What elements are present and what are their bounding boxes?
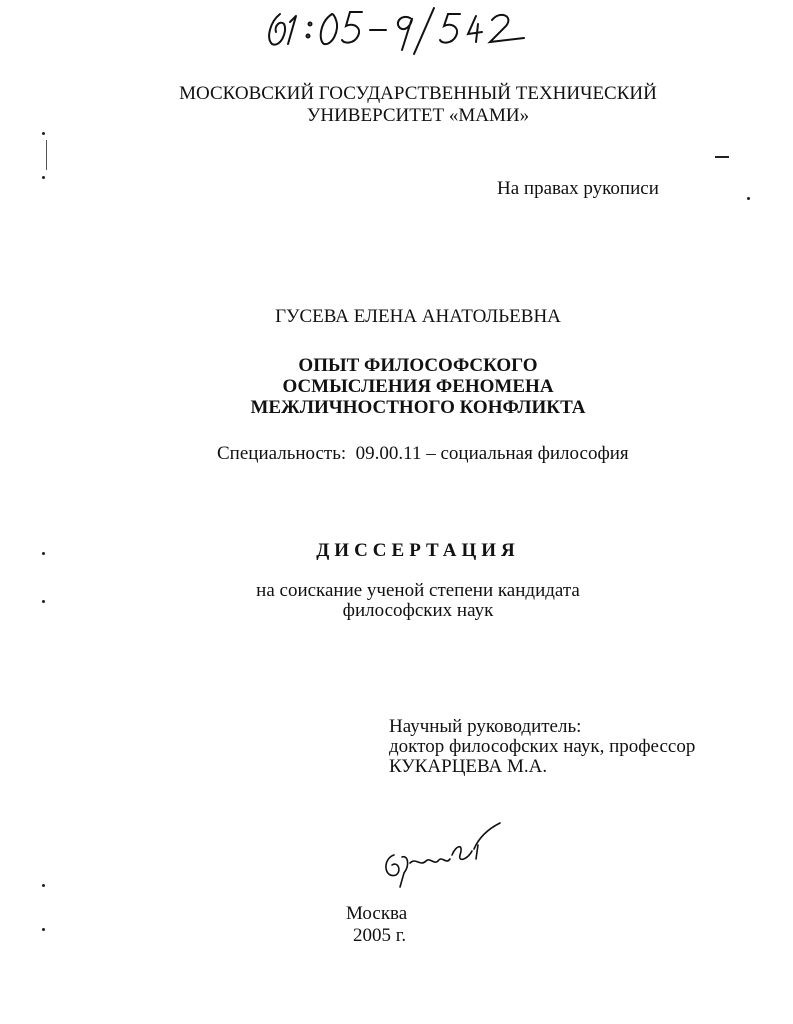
specialty: Специальность: 09.00.11 – социальная философия <box>217 443 629 464</box>
handwritten-catalog-code <box>262 2 542 57</box>
scan-artifact <box>42 132 45 135</box>
signature <box>380 815 510 895</box>
scan-artifact <box>715 156 729 158</box>
degree-line-1: на соискание ученой степени кандидата <box>256 580 580 601</box>
scan-artifact <box>42 552 45 555</box>
title-line-2: ОСМЫСЛЕНИЯ ФЕНОМЕНА <box>282 376 554 397</box>
author-name: ГУСЕВА ЕЛЕНА АНАТОЛЬЕВНА <box>275 306 561 327</box>
title-line-1: ОПЫТ ФИЛОСОФСКОГО <box>298 355 538 376</box>
scan-artifact <box>42 600 45 603</box>
supervisor-name: КУКАРЦЕВА М.А. <box>389 756 548 777</box>
supervisor-label: Научный руководитель: <box>389 716 582 737</box>
degree-line-2: философских наук <box>342 600 494 621</box>
title-line-3: МЕЖЛИЧНОСТНОГО КОНФЛИКТА <box>250 397 586 418</box>
document-type: ДИССЕРТАЦИЯ <box>316 540 520 561</box>
scan-artifact <box>747 197 750 200</box>
rights-note: На правах рукописи <box>497 178 659 199</box>
supervisor-credentials: доктор философских наук, профессор <box>389 736 696 757</box>
institution-line-1: МОСКОВСКИЙ ГОСУДАРСТВЕННЫЙ ТЕХНИЧЕСКИЙ <box>179 83 657 104</box>
institution-line-2: УНИВЕРСИТЕТ «МАМИ» <box>306 105 530 126</box>
scan-artifact <box>42 928 45 931</box>
scan-artifact <box>46 140 47 170</box>
year: 2005 г. <box>353 925 407 946</box>
city: Москва <box>346 903 408 924</box>
scan-artifact <box>42 176 45 179</box>
scan-artifact <box>42 884 45 887</box>
